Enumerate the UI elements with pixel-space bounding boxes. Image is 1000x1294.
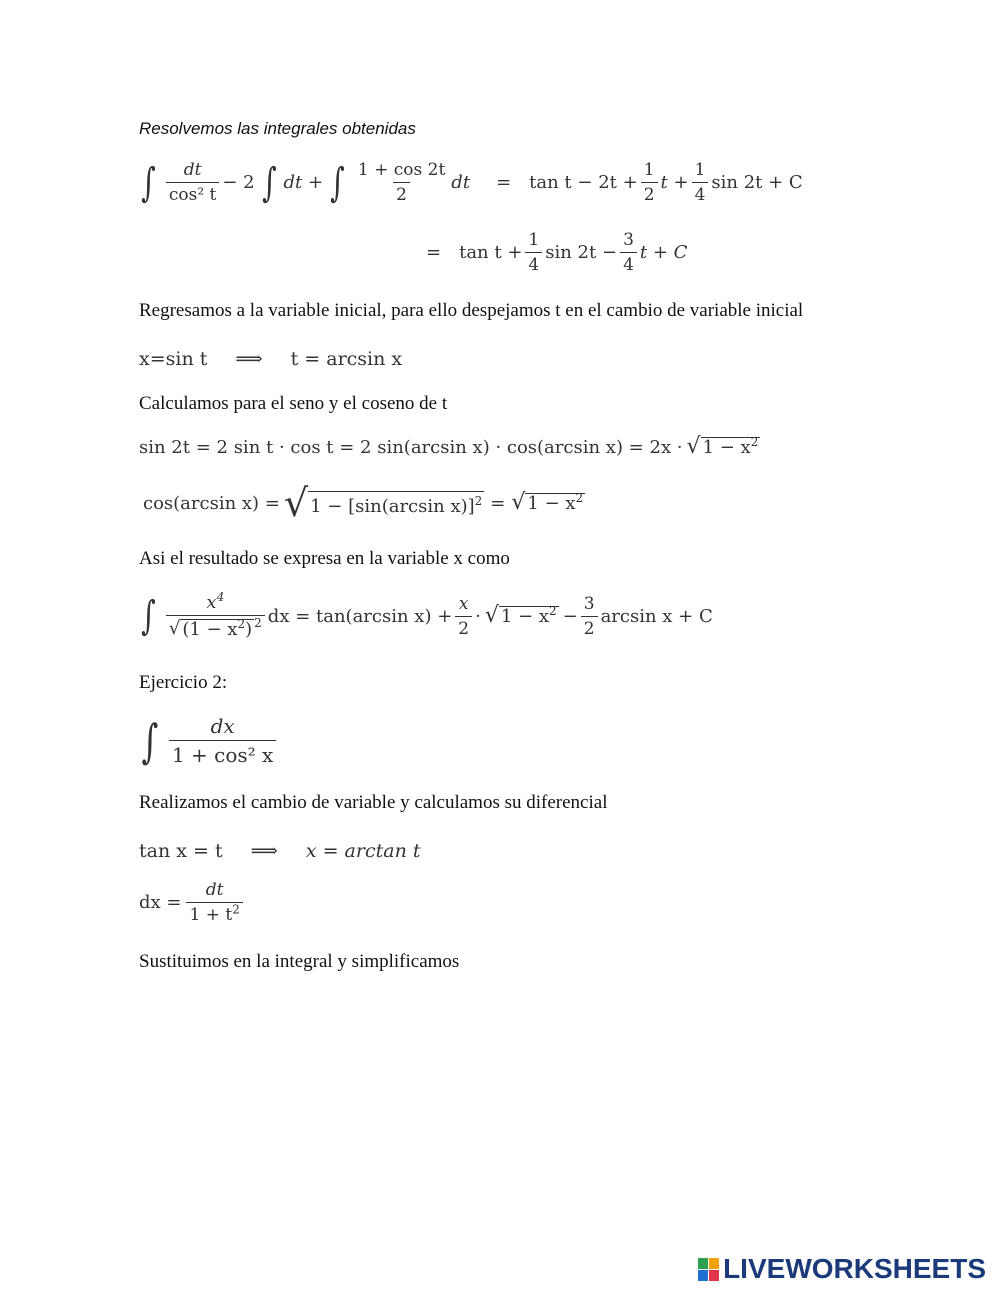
equation-sin2t: sin 2t = 2 sin t · cos t = 2 sin(arcsin x) · cos(arcsin x) = 2x · √ $1 - x^2$ xyxy=(139,434,759,459)
fraction: $\frac{1}{4}$ xyxy=(692,160,709,205)
logo-badge-icon xyxy=(698,1258,719,1281)
paragraph: Asi el resultado se expresa en la variable x como xyxy=(139,548,510,569)
exercise-title: Ejercicio 2: xyxy=(139,672,228,693)
paragraph: Regresamos a la variable inicial, para ello despejamos t en el cambio de variable inicial xyxy=(139,300,804,321)
fraction: $\frac{1}{4}$ xyxy=(525,230,542,275)
substitution: x=sin t ⟹ t = arcsin x xyxy=(139,348,403,370)
square-root: √ $(1 - x^2)$ xyxy=(168,617,253,640)
equation-result: ∫ $x^4$ √ $(1 - x^2)$ $^2$ dx = tan(arcsin x) + $\frac{x}{2}$ · √ $1 - x^2$ − $\frac{3}{2}$ arcsin x + C xyxy=(141,590,713,640)
paragraph: Calculamos para el seno y el coseno de t xyxy=(139,393,448,414)
fraction: $\frac{x}{2}$ xyxy=(455,594,472,639)
integral-sign: ∫ xyxy=(141,713,159,768)
integral-sign: ∫ xyxy=(141,593,156,639)
square-root: √ $1 - x^2$ xyxy=(511,490,584,515)
integral-sign: ∫ xyxy=(141,159,156,206)
liveworksheets-logo: LIVEWORKSHEETS xyxy=(698,1253,986,1285)
substitution: tan x = t ⟹ x = arctan t xyxy=(139,840,421,862)
fraction: $\frac{3}{4}$ xyxy=(620,230,637,275)
fraction: $\frac{1}{2}$ xyxy=(641,160,658,205)
square-root: √ 1 − [sin(arcsin x)]$^2$ xyxy=(283,481,483,525)
fraction: $\frac{dx}{\text{1 + cos² x}}$ xyxy=(169,714,276,767)
fraction: $\frac{dt}{1 + t^2}$ xyxy=(186,880,242,925)
square-root: √ $1 - x^2$ xyxy=(484,603,557,628)
equation-simplified: = tan t + $\frac{1}{4}$ sin 2t − $\frac{3}{4}$ t + C xyxy=(426,230,688,275)
equation-integrals: ∫ $\frac{dt}{\text{cos² t}}$ − 2 ∫ dt + ∫ $\frac{1 + \cos 2t}{2}$ dt = tan t − 2t + $\frac{1}{2}$ t + $\frac{1}{4}$ sin 2t + C xyxy=(141,159,803,206)
paragraph: Sustituimos en la integral y simplificamos xyxy=(139,951,460,972)
equation-differential: dx = $\frac{dt}{1 + t^2}$ xyxy=(139,880,246,925)
paragraph: Realizamos el cambio de variable y calculamos su diferencial xyxy=(139,792,608,813)
integral-sign: ∫ xyxy=(261,159,277,206)
section-heading: Resolvemos las integrales obtenidas xyxy=(139,119,416,138)
fraction: $\frac{1 + \cos 2t}{2}$ xyxy=(357,160,446,205)
fraction: $x^4$ √ $(1 - x^2)$ $^2$ xyxy=(166,592,265,640)
equation-exercise2 xyxy=(138,714,279,767)
fraction: $\frac{dt}{\text{cos² t}}$ xyxy=(166,160,220,205)
equation-cos-arcsin: cos(arcsin x) = √ 1 − [sin(arcsin x)]$^2$ = √ $1 - x^2$ xyxy=(143,481,584,525)
integral-sign: ∫ xyxy=(330,159,345,206)
square-root: √ $1 - x^2$ xyxy=(686,434,759,459)
fraction: $\frac{3}{2}$ xyxy=(581,594,598,639)
